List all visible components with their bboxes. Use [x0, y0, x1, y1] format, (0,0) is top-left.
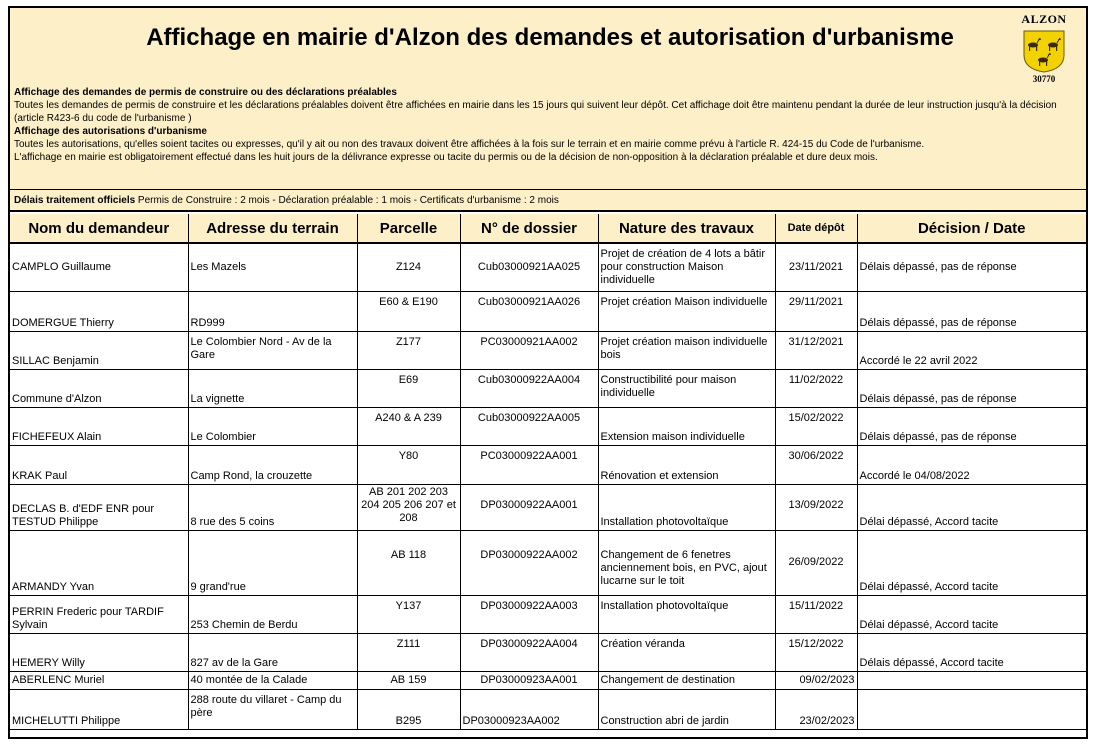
notice-sheet — [8, 6, 1088, 739]
cell-date: 26/09/2022 — [775, 530, 857, 595]
alzon-coat-of-arms-logo — [1012, 12, 1076, 90]
cell-name: Commune d'Alzon — [10, 369, 188, 407]
table-row — [10, 369, 1086, 407]
cell-decision: Délais dépassé, pas de réponse — [857, 291, 1086, 331]
cell-nature: Construction abri de jardin — [598, 689, 775, 729]
cell-date: 11/02/2022 — [775, 369, 857, 407]
info-text-autorisations: Toutes les autorisations, qu'elles soient tacites ou expresses, qu'il y ait ou non des travaux doivent être affichées à la fois sur le terrain et en mairie comme prévu à l'article R. 424-15 du Code de l'urbanisme. — [14, 139, 925, 150]
cell-nature: Installation photovoltaïque — [598, 595, 775, 633]
table-row — [10, 671, 1086, 689]
cell-address: Le Colombier Nord - Av de la Gare — [188, 331, 357, 369]
cell-nature: Changement de destination — [598, 671, 775, 689]
cell-file: DP03000922AA001 — [460, 484, 598, 530]
cell-name: CAMPLO Guillaume — [10, 243, 188, 291]
header-decision: Décision / Date — [857, 214, 1086, 243]
cell-parcel: AB 118 — [357, 530, 460, 595]
cell-name: MICHELUTTI Philippe — [10, 689, 188, 729]
table-row — [10, 595, 1086, 633]
table-row — [10, 530, 1086, 595]
cell-date: 31/12/2021 — [775, 331, 857, 369]
cell-file: DP03000923AA002 — [460, 689, 598, 729]
cell-nature: Extension maison individuelle — [598, 407, 775, 445]
cell-nature: Constructibilité pour maison individuelle — [598, 369, 775, 407]
info-section — [14, 86, 1074, 164]
cell-name: SILLAC Benjamin — [10, 331, 188, 369]
header-nature: Nature des travaux — [598, 214, 775, 243]
delays-label: Délais traitement officiels — [14, 195, 136, 206]
deer-shield-icon — [1022, 29, 1066, 73]
table-row — [10, 445, 1086, 484]
logo-postal-code: 30770 — [1032, 74, 1056, 84]
cell-decision: Délais dépassé, pas de réponse — [857, 407, 1086, 445]
cell-date: 29/11/2021 — [775, 291, 857, 331]
cell-nature: Projet de création de 4 lots a bâtir pour construction Maison individuelle — [598, 243, 775, 291]
cell-file: DP03000922AA002 — [460, 530, 598, 595]
cell-decision: Délais dépassé, pas de réponse — [857, 369, 1086, 407]
cell-address: La vignette — [188, 369, 357, 407]
header-nom: Nom du demandeur — [10, 214, 188, 243]
header-date-depot: Date dépôt — [775, 214, 857, 243]
info-heading-autorisations: Affichage des autorisations d'urbanisme — [14, 126, 207, 137]
cell-address: Le Colombier — [188, 407, 357, 445]
cell-address: Camp Rond, la crouzette — [188, 445, 357, 484]
cell-date: 15/11/2022 — [775, 595, 857, 633]
cell-decision: Délais dépassé, pas de réponse — [857, 243, 1086, 291]
page-title: Affichage en mairie d'Alzon des demandes et autorisation d'urbanisme — [146, 24, 954, 51]
cell-decision: Délai dépassé, Accord tacite — [857, 484, 1086, 530]
header-parcelle: Parcelle — [357, 214, 460, 243]
cell-file: Cub03000921AA026 — [460, 291, 598, 331]
table-row — [10, 243, 1086, 291]
cell-name: KRAK Paul — [10, 445, 188, 484]
cell-date: 23/02/2023 — [775, 689, 857, 729]
cell-file: Cub03000921AA025 — [460, 243, 598, 291]
cell-date: 15/12/2022 — [775, 633, 857, 671]
cell-decision — [857, 689, 1086, 729]
cell-name: FICHEFEUX Alain — [10, 407, 188, 445]
cell-parcel: Z124 — [357, 243, 460, 291]
cell-decision — [857, 671, 1086, 689]
cell-file: Cub03000922AA005 — [460, 407, 598, 445]
cell-nature: Installation photovoltaïque — [598, 484, 775, 530]
cell-name: DECLAS B. d'EDF ENR pour TESTUD Philippe — [10, 484, 188, 530]
cell-parcel: B295 — [357, 689, 460, 729]
processing-delays-bar — [10, 190, 1086, 212]
cell-name: ARMANDY Yvan — [10, 530, 188, 595]
cell-parcel: Y137 — [357, 595, 460, 633]
urbanism-requests-table — [10, 214, 1086, 730]
cell-date: 13/09/2022 — [775, 484, 857, 530]
cell-file: PC03000922AA001 — [460, 445, 598, 484]
cell-address: 253 Chemin de Berdu — [188, 595, 357, 633]
cell-parcel: Z177 — [357, 331, 460, 369]
logo-town-name: ALZON — [1021, 12, 1067, 26]
header-dossier: N° de dossier — [460, 214, 598, 243]
cell-name: ABERLENC Muriel — [10, 671, 188, 689]
cell-parcel: E60 & E190 — [357, 291, 460, 331]
header-panel — [10, 8, 1086, 190]
table-row — [10, 407, 1086, 445]
header-adresse: Adresse du terrain — [188, 214, 357, 243]
cell-parcel: Y80 — [357, 445, 460, 484]
cell-date: 09/02/2023 — [775, 671, 857, 689]
cell-name: HEMERY Willy — [10, 633, 188, 671]
cell-date: 15/02/2022 — [775, 407, 857, 445]
info-text-affichage: L'affichage en mairie est obligatoirement effectué dans les huit jours de la délivrance expresse ou tacite du permis ou de la décision de non-opposition à la déclaration préalable et dure deux mois. — [14, 152, 878, 163]
cell-address: 288 route du villaret - Camp du père — [188, 689, 357, 729]
cell-decision: Accordé le 04/08/2022 — [857, 445, 1086, 484]
cell-decision: Délai dépassé, Accord tacite — [857, 595, 1086, 633]
cell-parcel: E69 — [357, 369, 460, 407]
table-row — [10, 331, 1086, 369]
table-row — [10, 484, 1086, 530]
cell-decision: Délai dépassé, Accord tacite — [857, 530, 1086, 595]
delays-text: Permis de Construire : 2 mois - Déclaration préalable : 1 mois - Certificats d'urbanisme : 2 mois — [135, 195, 559, 206]
cell-address: RD999 — [188, 291, 357, 331]
cell-parcel: AB 201 202 203 204 205 206 207 et 208 — [357, 484, 460, 530]
cell-name: DOMERGUE Thierry — [10, 291, 188, 331]
table-header-row — [10, 214, 1086, 243]
cell-address: 827 av de la Gare — [188, 633, 357, 671]
cell-address: 40 montée de la Calade — [188, 671, 357, 689]
cell-date: 30/06/2022 — [775, 445, 857, 484]
cell-nature: Projet création Maison individuelle — [598, 291, 775, 331]
cell-file: DP03000923AA001 — [460, 671, 598, 689]
info-heading-demandes: Affichage des demandes de permis de construire ou des déclarations préalables — [14, 87, 397, 98]
cell-file: Cub03000922AA004 — [460, 369, 598, 407]
cell-address: Les Mazels — [188, 243, 357, 291]
cell-file: DP03000922AA003 — [460, 595, 598, 633]
cell-decision: Délais dépassé, Accord tacite — [857, 633, 1086, 671]
cell-decision: Accordé le 22 avril 2022 — [857, 331, 1086, 369]
table-row — [10, 633, 1086, 671]
cell-name: PERRIN Frederic pour TARDIF Sylvain — [10, 595, 188, 633]
cell-parcel: A240 & A 239 — [357, 407, 460, 445]
cell-file: PC03000921AA002 — [460, 331, 598, 369]
table-row — [10, 291, 1086, 331]
cell-nature: Rénovation et extension — [598, 445, 775, 484]
cell-file: DP03000922AA004 — [460, 633, 598, 671]
info-text-demandes: Toutes les demandes de permis de construire et les déclarations préalables doivent être affichées en mairie dans les 15 jours qui suivent leur dépôt. Cet affichage doit être maintenu pendant la durée de leur instruction jusqu'à la décision (article R423-6 du code de l'urbanisme ) — [14, 100, 1057, 124]
cell-parcel: AB 159 — [357, 671, 460, 689]
cell-parcel: Z111 — [357, 633, 460, 671]
cell-address: 9 grand'rue — [188, 530, 357, 595]
cell-nature: Création véranda — [598, 633, 775, 671]
cell-nature: Projet création maison individuelle bois — [598, 331, 775, 369]
table-row — [10, 689, 1086, 729]
cell-date: 23/11/2021 — [775, 243, 857, 291]
cell-address: 8 rue des 5 coins — [188, 484, 357, 530]
cell-nature: Changement de 6 fenetres anciennement bois, en PVC, ajout lucarne sur le toit — [598, 530, 775, 595]
